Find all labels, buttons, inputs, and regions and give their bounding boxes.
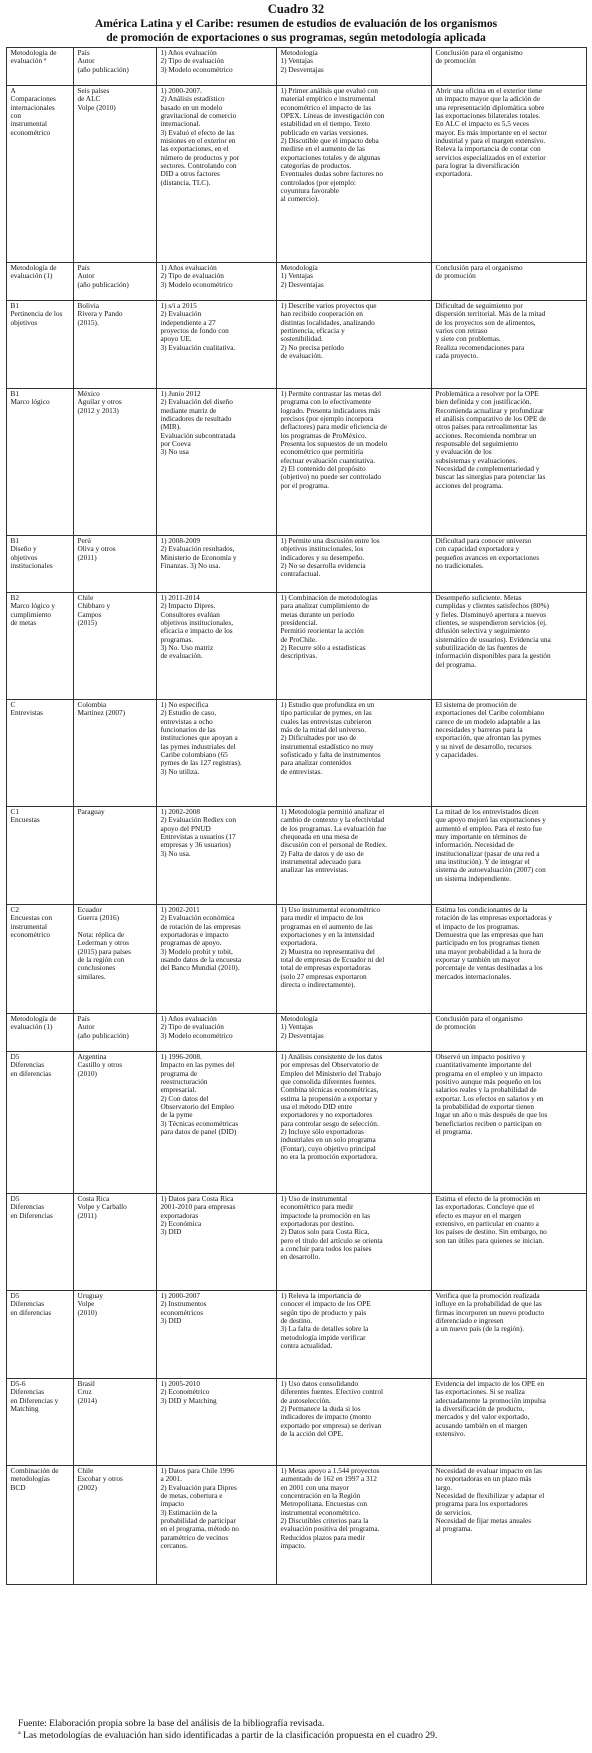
table-row [6, 301, 586, 389]
table-cell: 1) s/i a 2015 2) Evaluación independiente a 27 proyectos de fondo con apoyo UE. 3) Evaluación cualitativa. [156, 301, 276, 389]
table-cell: Metodología 1) Ventajas 2) Desventajas [276, 48, 431, 86]
source-note: Fuente: Elaboración propia sobre la base del análisis de la bibliografía revisada. [18, 1718, 325, 1729]
table-cell: 1) 1996-2008. Impacto en las pymes del programa de reestructuración empresarial. 2) Con datos del Observatorio del Empleo de la pyme 3) Técnicas econométricas para datos de panel (DID) [156, 1052, 276, 1194]
table-row [6, 593, 586, 700]
table-cell: 1) Datos para Costa Rica 2001-2010 para empresas exportadoras 2) Económica 3) DID [156, 1194, 276, 1291]
table-cell: 1) Uso de instrumental econométrico para medir impactode la promoción en las exportadoras por destino. 2) Datos solo para Costa Rica, pero el título del artículo se orienta a concluir para todos los países en desarrollo. [276, 1194, 431, 1291]
table-cell: País Autor (año publicación) [73, 48, 156, 86]
table-cell: Conclusión para el organismo de promoción [431, 48, 586, 86]
table-cell: Seis países de ALC Volpe (2010) [73, 86, 156, 263]
table-cell: C1 Encuestas [6, 807, 73, 905]
table-cell: 1) Describe varios proyectos que han recibido cooperación en distintas localidades, analizando pertinencia, eficacia y sostenibilidad. 2) No precisa período de evaluación. [276, 301, 431, 389]
footnotes [18, 1718, 578, 1741]
table-cell: Abrir una oficina en el exterior tiene un impacto mayor que la adición de una representación diplomática sobre las exportaciones bilaterales totales. En ALC el impacto es 5,5 veces mayor. Es más importante en el sector industrial y para el margen extensivo. Releva la importancia de contar con servicios especializados en el exterior para lograr la diversificación exportadora. [431, 86, 586, 263]
table-cell: 1) Años evaluación 2) Tipo de evaluación 3) Modelo econométrico [156, 1014, 276, 1052]
table-cell: 1) Años evaluación 2) Tipo de evaluación 3) Modelo econométrico [156, 48, 276, 86]
table-row [6, 1466, 586, 1585]
table-body [6, 48, 586, 1585]
table-caption [0, 0, 592, 44]
table-cell: C Entrevistas [6, 700, 73, 807]
table-cell: Metodología de evaluación (1) [6, 1014, 73, 1052]
table-cell: 1) Permite contrastar las metas del programa con lo efectivamente logrado. Presenta indicadores más precisos (por ejemplo incorpora deflactores) para medir eficiencia de los programas de ProMéxico. Presenta los supuestos de un modelo econométrico que permitiría efectuar evaluación cuantitativa. 2) El contenido del propósito (objetivo) no puede ser controlado por el programa. [276, 389, 431, 536]
table-cell: B1 Pertinencia de los objetivos [6, 301, 73, 389]
table-row [6, 1291, 586, 1379]
table-cell: Conclusión para el organismo de promoción [431, 1014, 586, 1052]
table-row [6, 1052, 586, 1194]
table-cell: Necesidad de evaluar impacto en las no exportadoras en un plazo más largo. Necesidad de flexibilizar y adaptar el programa para los exportadores de servicios. Necesidad de fijar metas anuales al programa. [431, 1466, 586, 1585]
table-cell: Estima el efecto de la promoción en las exportadoras. Concluye que el efecto es mayor en el margen extensivo, en particular en cuanto a los países de destino. Sin embargo, no son tan útiles para quienes se inician. [431, 1194, 586, 1291]
table-cell: Perú Oliva y otros (2011) [73, 536, 156, 593]
table-cell: Brasil Cruz (2014) [73, 1379, 156, 1466]
table-cell: C2 Encuestas con instrumental econométrico [6, 905, 73, 1014]
table-cell: D5-6 Diferencias en Diferencias y Matching [6, 1379, 73, 1466]
table-cell: 1) Uso instrumental econométrico para medir el impacto de los programas en el aumento de las exportaciones y en la intensidad exportadora. 2) Muestra no representativa del total de empresas de Ecuador ni del total de empresas exportadoras (solo 27 empresas exportaron directa o indirectamente). [276, 905, 431, 1014]
table-cell: 1) 2005-2010 2) Econométrico 3) DID y Matching [156, 1379, 276, 1466]
table-number: Cuadro 32 [267, 2, 325, 16]
table-cell: Chile Escobar y otros (2002) [73, 1466, 156, 1585]
table-cell: D5 Diferencias en diferencias [6, 1052, 73, 1194]
table-title-line-1: América Latina y el Caribe: resumen de estudios de evaluación de los organismos [94, 17, 498, 30]
table-cell: A Comparaciones internacionales con instrumental econométrico [6, 86, 73, 263]
table-cell: 1) Metas apoyo a 1.544 proyectos aumentado de 162 en 1997 a 312 en 2001 con una mayor concentración en la Región Metropolitana. Encuestas con instrumental econométrico. 2) Discutibles criterios para la evaluación positiva del programa. Reducidos plazos para medir impacto. [276, 1466, 431, 1585]
table-cell: 1) 2000-2007. 2) Análisis estadístico basado en un modelo gravitacional de comercio internacional. 3) Evaluó el efecto de las misiones en el exterior en las exportaciones, en el número de productos y por sectores. Controlando con DID a otros factores (distancia, TLC). [156, 86, 276, 263]
table-cell: 1) Años evaluación 2) Tipo de evaluación 3) Modelo econométrico [156, 263, 276, 301]
table-cell: Metodología 1) Ventajas 2) Desventajas [276, 1014, 431, 1052]
table-row [6, 1194, 586, 1291]
table-row [6, 389, 586, 536]
table-cell: Colombia Martínez (2007) [73, 700, 156, 807]
table-cell: Observó un impacto positivo y cuantitativamente importante del programa en el empleo y un impacto positivo aunque más pequeño en los salarios reales y la probabilidad de exportar. Los efectos en salarios y en la probabilidad de exportar tienen lugar un año o más después de que los beneficiarios reciben o participan en el programa. [431, 1052, 586, 1194]
table-cell: 1) Combinación de metodologías para analizar cumplimiento de metas durante un período presidencial. Permitió reorientar la acción de ProChile. 2) Recurre sólo a estadísticas descriptivas. [276, 593, 431, 700]
table-cell: Verifica que la promoción realizada influye en la probabilidad de que las firmas incorporen un nuevo producto diferenciado e ingresen a un nuevo país (de la región). [431, 1291, 586, 1379]
table-cell: B1 Marco lógico [6, 389, 73, 536]
table-cell: D5 Diferencias en Diferencias [6, 1194, 73, 1291]
table-cell: México Aguilar y otros (2012 y 2013) [73, 389, 156, 536]
table-cell: 1) Permite una discusión entre los objetivos institucionales, los indicadores y su desempeño. 2) No se desarrolla evidencia contrafactual. [276, 536, 431, 593]
table-cell: 1) Releva la importancia de conocer el impacto de los OPE según tipo de producto y país de destino. 3) La falta de detalles sobre la metodología impide verificar contra actualidad. [276, 1291, 431, 1379]
table-cell: D5 Diferencias en diferencias [6, 1291, 73, 1379]
table-cell: Metodología de evaluación (1) [6, 263, 73, 301]
table-cell: Bolivia Rivera y Pando (2015). [73, 301, 156, 389]
table-row [6, 807, 586, 905]
table-cell: Metodología 1) Ventajas 2) Desventajas [276, 263, 431, 301]
table-cell: 1) Datos para Chile 1996 a 2001. 2) Evaluación para Dipres de metas, cobertura e impacto 3) Estimación de la probabilidad de participar en el programa, método no paramétrico de vecinos cercanos. [156, 1466, 276, 1585]
table-cell: 1) Junio 2012 2) Evaluación del diseño mediante matriz de indicadores de resultado (MIR). Evaluación subcontratada por Coeva 3) No usa [156, 389, 276, 536]
table-cell: Chile Chibbaro y Campos (2015) [73, 593, 156, 700]
table-row [6, 86, 586, 263]
table-row [6, 700, 586, 807]
table-cell: 1) Metodología permitió analizar el cambio de contexto y la efectividad de los programas. La evaluación fue chequeada en una mesa de discusión con el personal de Rediex. 2) Falta de datos y de uso de instrumental adecuado para analizar las entrevistas. [276, 807, 431, 905]
table-cell: 1) 2000-2007 2) Instrumentos econométricos 3) DID [156, 1291, 276, 1379]
table-row [6, 905, 586, 1014]
table-cell: Conclusión para el organismo de promoción [431, 263, 586, 301]
table-title-line-2: de promoción de exportaciones o sus programas, según metodología aplicada [106, 30, 486, 44]
table-cell: 1) Estudio que profundiza en un tipo particular de pymes, en las cuales las entrevistas cubrieron más de la mitad del universo. 2) Dificultades por uso de instrumental estadístico no muy sofisticado y falta de instrumentos para analizar contenidos de entrevistas. [276, 700, 431, 807]
table-cell: 1) Primer análisis que evaluó con material empírico e instrumental econométrico el impacto de las OPEX. Líneas de investigación con estabilidad en el tiempo. Texto publicado en varias versiones. 2) Discutible que el impacto deba medirse en el aumento de las exportaciones totales y de algunas categorías de productos. Eventuales dudas sobre factores no controlados (por ejemplo: coyuntura favorable al comercio). [276, 86, 431, 263]
table-cell: B2 Marco lógico y cumplimiento de metas [6, 593, 73, 700]
table-header-row [6, 263, 586, 301]
table-header-row [6, 1014, 586, 1052]
table-cell: Combinación de metodologías BCD [6, 1466, 73, 1585]
table-cell: 1) Uso datos consolidando diferentes fuentes. Efectivo control de autoselección. 2) Permanece la duda si los indicadores de impacto (monto exportado por empresa) se derivan de la acción del OPE. [276, 1379, 431, 1466]
table-cell: Desempeño suficiente. Metas cumplidas y clientes satisfechos (80%) y fieles. Disminuyó apertura a nuevos clientes, se suspendieron servicios (ej. difusión selectiva y seguimiento sistemático de usuarios). Evidencia una subutilización de las fuentes de información disponibles para la gestión del programa. [431, 593, 586, 700]
table-cell: País Autor (año publicación) [73, 1014, 156, 1052]
table-cell: La mitad de los entrevistados dicen que apoyo mejoró las exportaciones y aumentó el empleo. Para el resto fue muy importante en términos de información. Necesidad de institucionalizar (pasar de una red a una institución). Y de integrar el sistema de autoevaluación (2007) con un sistema independiente. [431, 807, 586, 905]
table-header-row [6, 48, 586, 86]
table-cell: El sistema de promoción de exportaciones del Caribe colombiano carece de un modelo adaptable a las necesidades y barreras para la exportación, que afrontan las pymes y su nivel de desarrollo, recursos y capacidades. [431, 700, 586, 807]
table-cell: Estima los condicionantes de la rotación de las empresas exportadoras y el impacto de los programas. Demuestra que las empresas que han participado en los programas tienen una mayor probabilidad a la hora de exportar y también un mayor porcentaje de ventas destinadas a los mercados internacionales. [431, 905, 586, 1014]
table-cell: 1) Análisis consistente de los datos por empresas del Observatorio de Empleo del Ministerio del Trabajo que consolida diferentes fuentes. Combina técnicas econométricas, estima la propensión a exportar y usa el método DID entre exportadores y no exportadores para controlar sesgo de selección. 2) Incluye sólo exportadoras industriales en un solo programa (Fontar), cuyo objetivo principal no era la promoción exportadora. [276, 1052, 431, 1194]
table-cell: Uruguay Volpe (2010) [73, 1291, 156, 1379]
table-cell: Ecuador Guerra (2016) Nota: réplica de Lederman y otros (2015) para países de la región con conclusiones similares. [73, 905, 156, 1014]
table-cell: Dificultad para conocer universo con capacidad exportadora y pequeños avances en exportaciones no tradicionales. [431, 536, 586, 593]
table-cell: Paraguay [73, 807, 156, 905]
table-cell: 1) 2011-2014 2) Impacto Dipres. Consultores evalúan objetivos institucionales, eficacia e impacto de los programas. 3) No. Uso matriz de evaluación. [156, 593, 276, 700]
table-cell: Evidencia del impacto de los OPE en las exportaciones. Si se realiza adecuadamente la promoción impulsa la diversificación de producto, mercados y del valor exportado, acusando también en el margen extensivo. [431, 1379, 586, 1466]
table-cell: 1) 2002-2011 2) Evaluación económica de rotación de las empresas exportadoras e impacto programas de apoyo. 3) Modelo probit y tobit, usando datos de la encuesta del Banco Mundial (2010). [156, 905, 276, 1014]
table-cell: B1 Diseño y objetivos institucionales [6, 536, 73, 593]
table-row [6, 1379, 586, 1466]
evaluation-studies-table [6, 47, 587, 1585]
table-cell: Metodología de evaluación ª [6, 48, 73, 86]
table-cell: 1) 2008-2009 2) Evaluación resultados, Ministerio de Economía y Finanzas. 3) No usa. [156, 536, 276, 593]
table-cell: 1) 2002-2008 2) Evaluación Rediex con apoyo del PNUD Entrevistas a usuarios (17 empresas y 36 usuarios) 3) No usa. [156, 807, 276, 905]
table-row [6, 536, 586, 593]
table-cell: 1) No especifica 2) Estudio de caso, entrevistas a ocho funcionarios de las instituciones que apoyan a las pymes industriales del Caribe colombiano (65 pymes de las 127 registras). 3) No utiliza. [156, 700, 276, 807]
methodology-note: ª Las metodologías de evaluación han sido identificadas a partir de la clasificación propuesta en el cuadro 29. [18, 1729, 438, 1741]
table-cell: País Autor (año publicación) [73, 263, 156, 301]
table-cell: Costa Rica Volpe y Carballo (2011) [73, 1194, 156, 1291]
table-cell: Dificultad de seguimiento por dispersión territorial. Más de la mitad de los proyectos son de alimentos, varios con retraso y siete con problemas. Realiza recomendaciones para cada proyecto. [431, 301, 586, 389]
table-cell: Argentina Castillo y otros (2010) [73, 1052, 156, 1194]
table-cell: Problemática a resolver por la OPE bien definida y con justificación. Recomienda actualizar y profundizar el análisis comparativo de los OPE de otros países para retroalimentar las acciones. Recomienda nombrar un responsable del seguimiento y evaluación de los subsistemas y evaluaciones. Necesidad de complementariedad y buscar las sinergias para potenciar las acciones del programa. [431, 389, 586, 536]
